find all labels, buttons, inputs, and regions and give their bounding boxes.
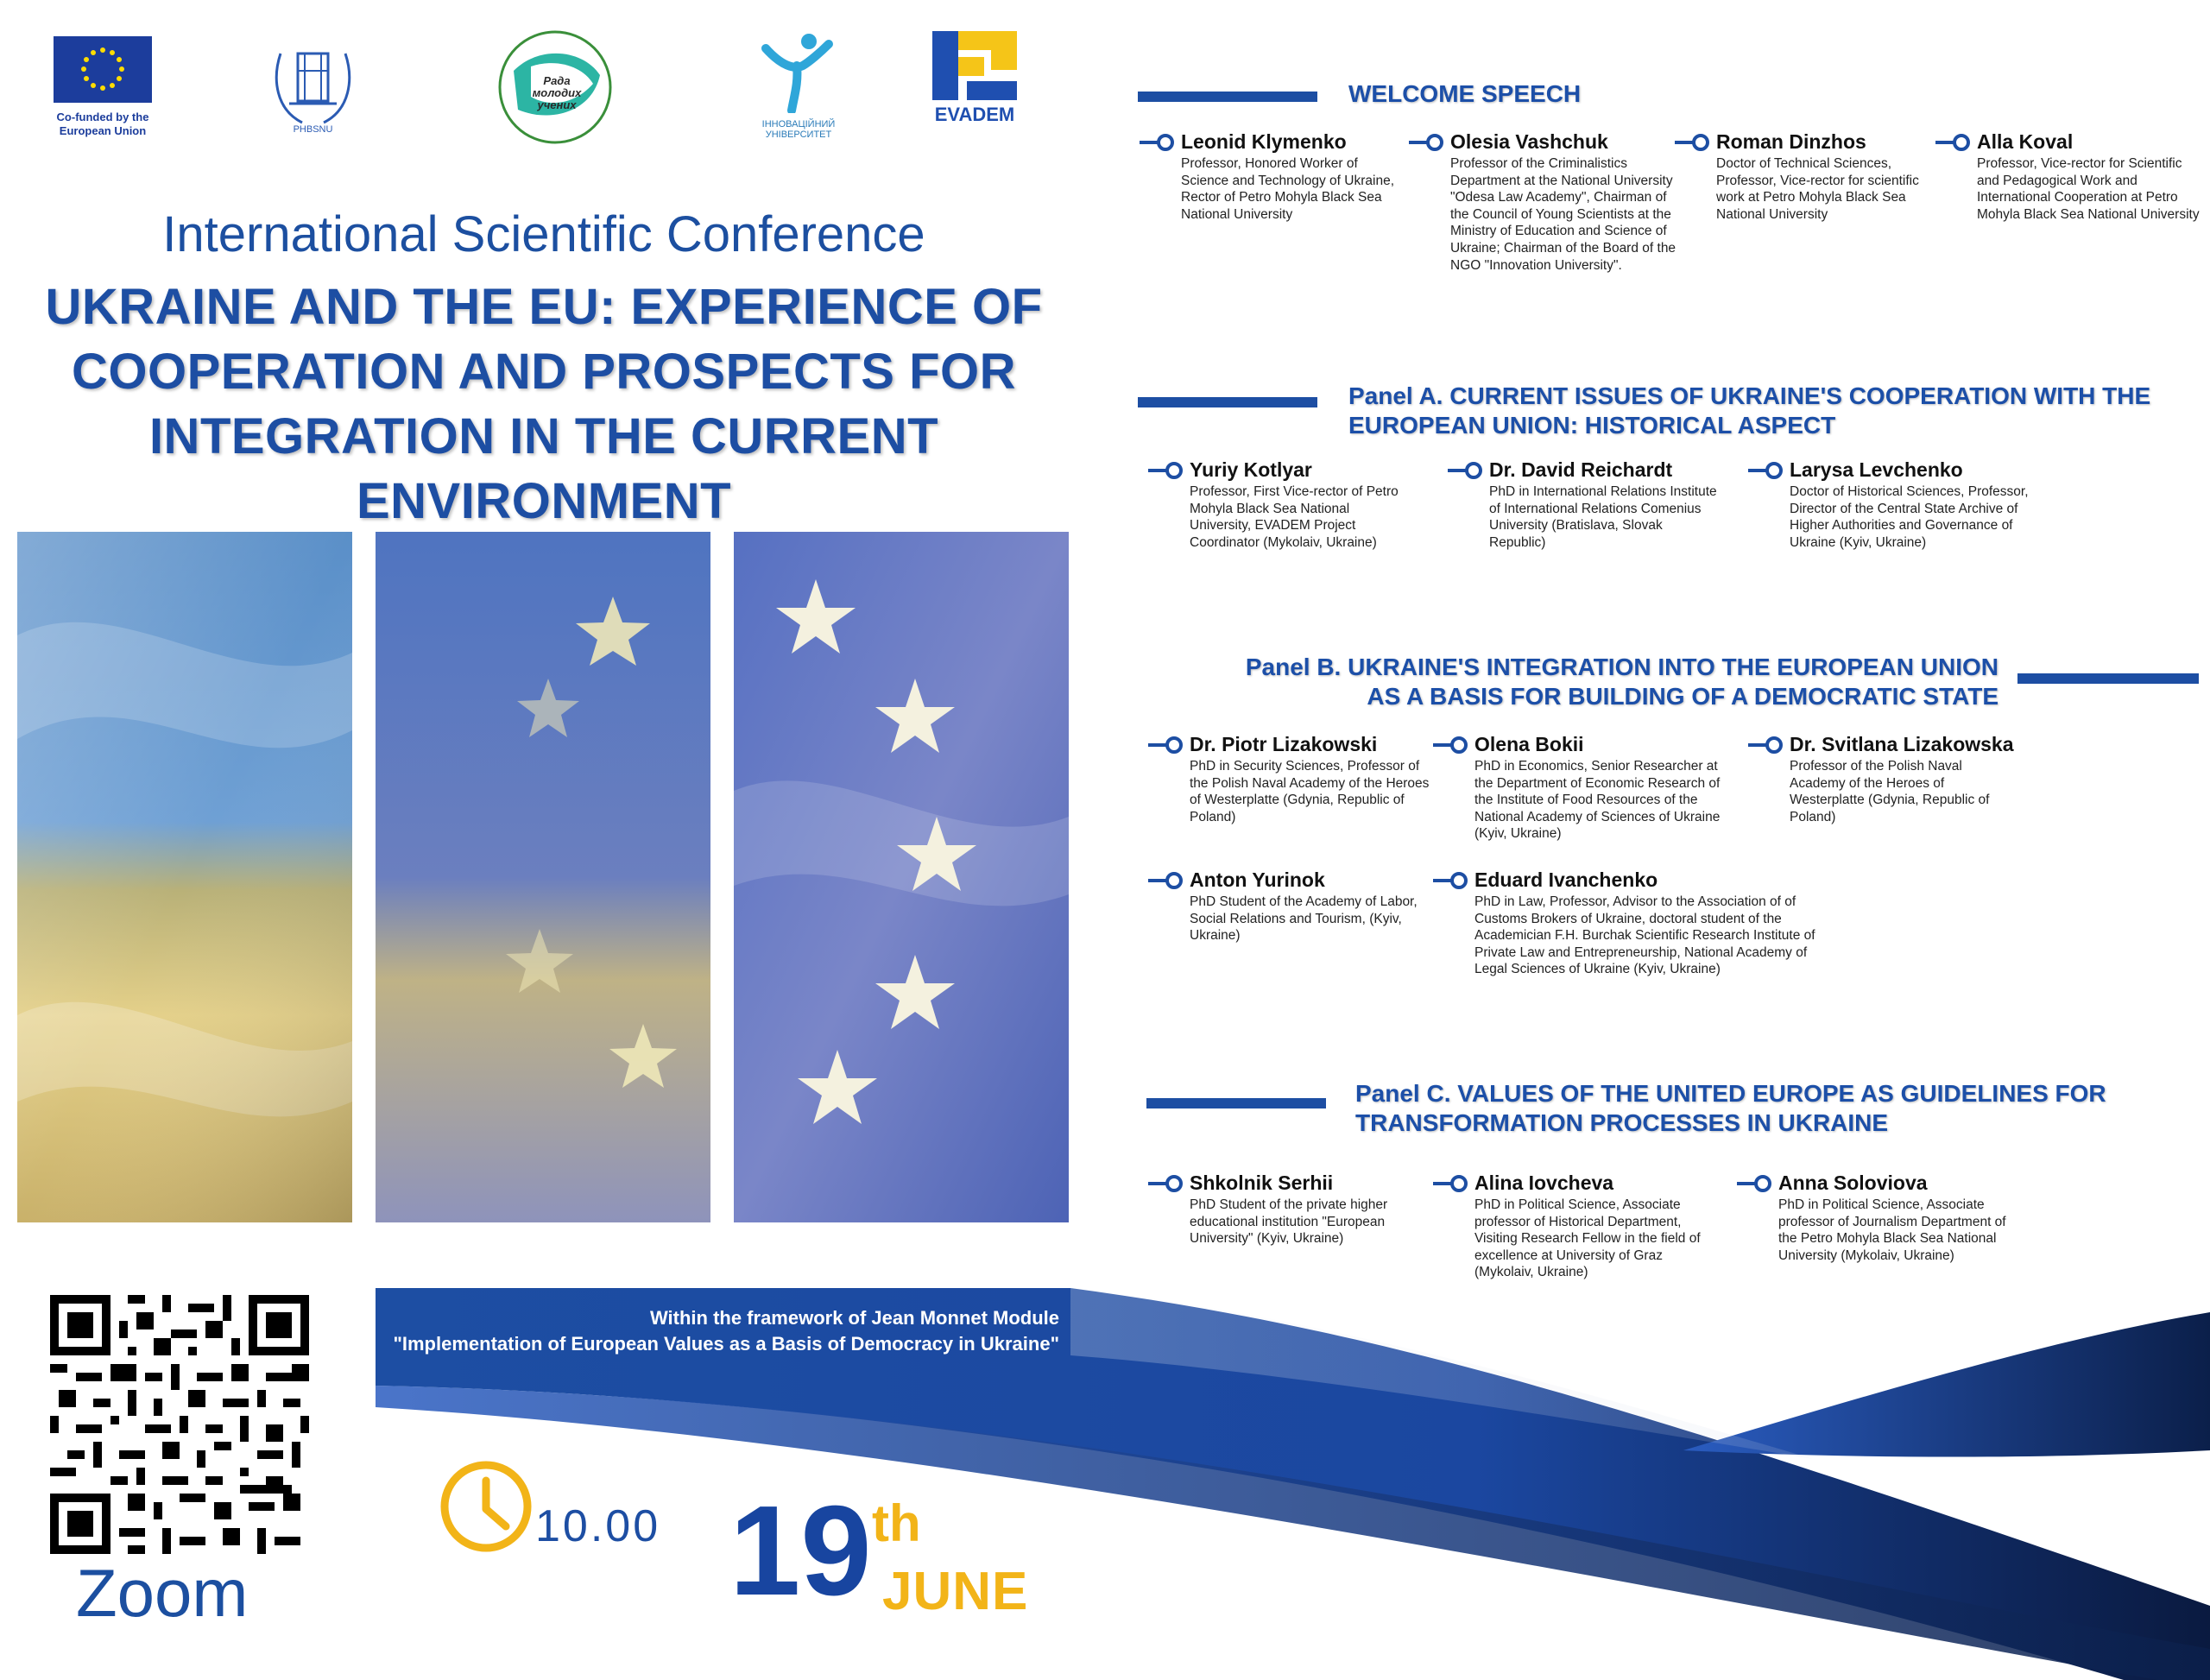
panel-title-line: TRANSFORMATION PROCESSES IN UKRAINE [1355,1109,1889,1136]
bullet-icon [1433,871,1469,890]
speaker-name: Dr. David Reichardt [1489,458,1673,481]
bullet-icon [1409,133,1445,152]
bullet-icon [1737,1174,1773,1193]
event-time: 10.00 [535,1501,661,1551]
evadem-logo [932,31,1019,135]
speaker-name: Larysa Levchenko [1790,458,1963,481]
eu-flag-photo [734,532,1069,1222]
speaker-name: Olesia Vashchuk [1450,130,1608,153]
council-young-scientists-logo [479,28,630,147]
section-divider [2017,673,2199,684]
framework-line: "Implementation of European Values as a Basis of Democracy in Ukraine" [393,1333,1059,1355]
bullet-icon [1935,133,1972,152]
speaker-name: Dr. Piotr Lizakowski [1190,733,1378,755]
bullet-icon [1675,133,1711,152]
jean-monnet-note [376,1305,1059,1357]
panel-title-line: Panel C. VALUES OF THE UNITED EUROPE AS GUIDELINES FOR [1355,1080,2106,1107]
speaker-name: Yuriy Kotlyar [1190,458,1312,481]
speaker-description: Doctor of Historical Sciences, Professor, Director of the Central State Archive of Higher Authorities and Governance of Ukraine (Kyiv, Ukraine) [1790,484,2029,550]
pbsnu-caption: PHBSNU [293,124,333,135]
speaker-description: Professor of the Criminalistics Department at the National University "Odesa Law Academy", Chairman of the Council of Young Scientists at the Ministry of Education and Science of Ukraine; Chairman of the Board of the NGO "Innovation University". [1450,156,1676,273]
main-title-line: COOPERATION AND PROSPECTS FOR [71,344,1016,400]
event-day: 19 [729,1480,872,1622]
speaker-description: Professor, First Vice-rector of Petro Mohyla Black Sea National University, EVADEM Project Coordinator (Mykolaiv, Ukraine) [1190,484,1399,550]
speaker-name: Anna Soloviova [1778,1172,1928,1194]
speaker-description: PhD in Law, Professor, Advisor to the Association of of Customs Brokers of Ukraine, doctoral student of the Academician F.H. Burchak Scientific Research Institute of Private Law and Entrepreneurship, National Academy of Legal Sciences of Ukraine (Kyiv, Ukraine) [1474,894,1815,977]
bullet-icon [1148,1174,1184,1193]
flag-blend-photo [376,532,710,1222]
evadem-caption: EVADEM [934,104,1015,125]
speaker-description: PhD in Political Science, Associate professor of Journalism Department of the Petro Mohyla Black Sea National University (Mykolaiv, Ukraine) [1778,1197,2006,1263]
eu-caption: Co-funded by the European Union [56,111,149,137]
bullet-icon [1148,736,1184,755]
section-divider [1138,92,1317,102]
council-caption: Рада молодих учених [532,74,582,111]
bullet-icon [1148,871,1184,890]
bullet-icon [1448,461,1484,480]
panel-title-line: EUROPEAN UNION: HISTORICAL ASPECT [1348,412,1836,439]
panel-title-line: Panel B. UKRAINE'S INTEGRATION INTO THE EUROPEAN UNION [1245,654,1998,680]
eu-flag-logo [54,36,152,103]
speaker-name: Leonid Klymenko [1181,130,1347,153]
speaker-name: Eduard Ivanchenko [1474,868,1658,891]
bullet-icon [1433,736,1469,755]
conference-title: International Scientific Conference [162,206,925,262]
speaker-description: PhD in Political Science, Associate professor of Historical Department, Visiting Research Fellow in the field of excellence at University of Graz (Mykolaiv, Ukraine) [1474,1197,1701,1280]
bullet-icon [1140,133,1176,152]
innov-caption: ІННОВАЦІЙНИЙ УНІВЕРСИТЕТ [761,119,836,140]
ukraine-flag-photo [17,532,352,1222]
pbsnu-logo [263,36,363,140]
speaker-description: PhD in International Relations Institute of International Relations Comenius University (Bratislava, Slovak Republic) [1489,484,1717,550]
blue-ribbon-graphic [0,1278,2210,1680]
main-title-line: UKRAINE AND THE EU: EXPERIENCE OF [45,279,1043,335]
clock-icon [439,1459,534,1554]
speaker-description: Professor of the Polish Naval Academy of the Heroes of Westerplatte (Gdynia, Republic of Poland) [1790,759,1990,824]
panel-c-title [1355,1079,2106,1138]
bullet-icon [1748,461,1784,480]
panel-title-line: AS A BASIS FOR BUILDING OF A DEMOCRATIC STATE [1367,683,1998,710]
speaker-name: Anton Yurinok [1190,868,1325,891]
event-day-suffix: th [872,1494,921,1552]
zoom-qr-code[interactable] [50,1295,309,1554]
zoom-label[interactable]: Zoom [76,1555,249,1631]
speaker-name: Roman Dinzhos [1716,130,1866,153]
main-title-line: INTEGRATION IN THE CURRENT ENVIRONMENT [148,408,939,529]
bullet-icon [1433,1174,1469,1193]
speaker-name: Alina Iovcheva [1474,1172,1614,1194]
speaker-name: Dr. Svitlana Lizakowska [1790,733,2014,755]
bullet-icon [1748,736,1784,755]
panel-b-title [1157,653,1998,711]
event-month: JUNE [882,1562,1029,1621]
section-divider [1138,397,1317,407]
speaker-description: PhD in Security Sciences, Professor of the Polish Naval Academy of the Heroes of Westerplatte (Gdynia, Republic of Poland) [1190,759,1430,824]
speaker-name: Alla Koval [1977,130,2074,153]
innovation-university-logo [755,31,842,143]
bullet-icon [1148,461,1184,480]
conference-main-title [0,275,1088,534]
speaker-description: Professor, Honored Worker of Science and Technology of Ukraine, Rector of Petro Mohyla Black Sea National University [1181,156,1395,222]
speaker-description: Doctor of Technical Sciences, Professor, Vice-rector for scientific work at Petro Mohyla Black Sea National University [1716,156,1919,222]
section-divider [1146,1098,1326,1108]
speaker-description: Professor, Vice-rector for Scientific and Pedagogical Work and International Cooperation at Petro Mohyla Black Sea National University [1977,156,2200,222]
panel-a-title [1348,382,2150,440]
speaker-description: PhD Student of the Academy of Labor, Social Relations and Tourism, (Kyiv, Ukraine) [1190,894,1418,944]
welcome-speech-title: WELCOME SPEECH [1348,80,1582,107]
speaker-description: PhD in Economics, Senior Researcher at the Department of Economic Research of the Institute of Food Resources of the National Academy of Sciences of Ukraine (Kyiv, Ukraine) [1474,759,1721,842]
speaker-name: Olena Bokii [1474,733,1584,755]
speaker-name: Shkolnik Serhii [1190,1172,1334,1194]
panel-title-line: Panel A. CURRENT ISSUES OF UKRAINE'S COOPERATION WITH THE [1348,382,2151,409]
framework-line: Within the framework of Jean Monnet Module [649,1307,1059,1329]
speaker-description: PhD Student of the private higher educational institution "European University" (Kyiv, Ukraine) [1190,1197,1388,1247]
